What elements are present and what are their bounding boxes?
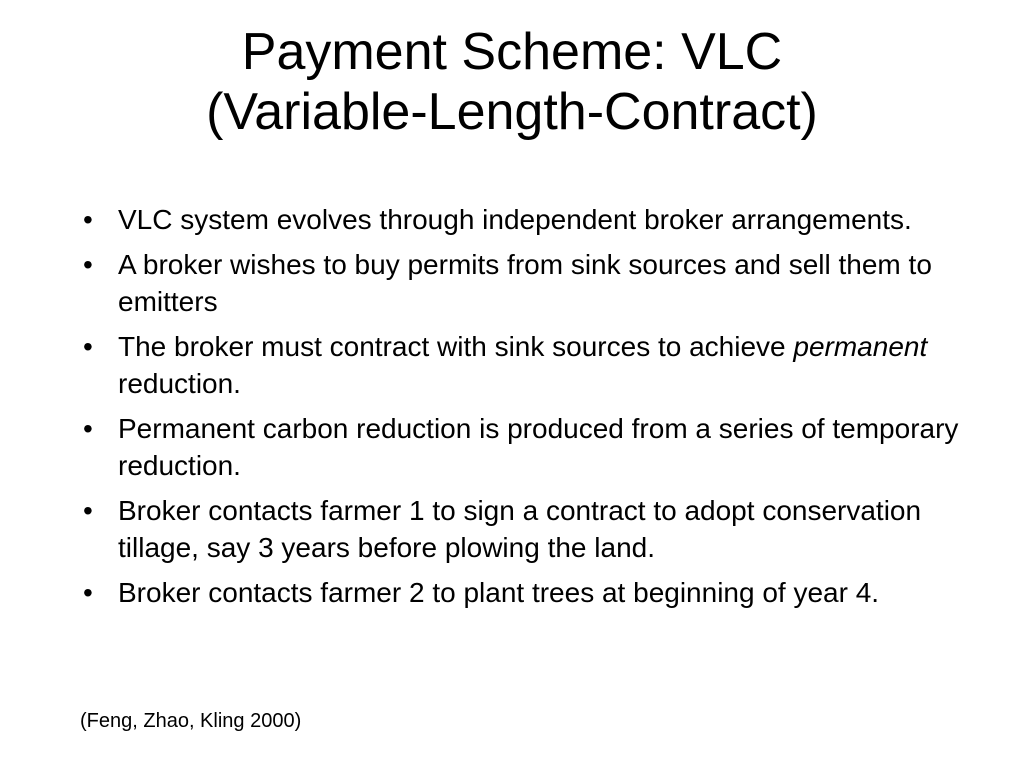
bullet-dot-icon: •: [83, 331, 93, 362]
bullet-list: [80, 201, 1000, 619]
citation: (Feng, Zhao, Kling 2000): [80, 710, 302, 732]
bullet-text: VLC system evolves through independent broker arrangements.: [118, 204, 912, 235]
bullet-emphasis: permanent: [793, 331, 928, 362]
bullet-text-before: The broker must contract with sink sources to achieve: [118, 331, 794, 362]
bullet-dot-icon: •: [83, 413, 93, 444]
bullet-item: [80, 574, 1000, 611]
bullet-text: Permanent carbon reduction is produced from a series of temporary reduction.: [118, 413, 959, 481]
bullet-text-after: reduction.: [118, 368, 241, 399]
bullet-text: Broker contacts farmer 1 to sign a contract to adopt conservation tillage, say 3 years before plowing the land.: [118, 495, 922, 563]
bullet-text: Broker contacts farmer 2 to plant trees at beginning of year 4.: [118, 577, 880, 608]
bullet-dot-icon: •: [83, 204, 93, 235]
bullet-item: [80, 201, 1000, 238]
bullet-dot-icon: •: [83, 577, 93, 608]
bullet-dot-icon: •: [83, 495, 93, 526]
bullet-text: A broker wishes to buy permits from sink sources and sell them to emitters: [118, 249, 932, 317]
bullet-item: [80, 492, 1000, 566]
bullet-item: [80, 328, 1000, 402]
slide-title-line-2: (Variable-Length-Contract): [206, 83, 818, 141]
bullet-item: [80, 410, 1000, 484]
slide-title: [0, 22, 1024, 142]
bullet-item: [80, 246, 1000, 320]
bullet-dot-icon: •: [83, 249, 93, 280]
slide-title-line-1: Payment Scheme: VLC: [241, 23, 783, 81]
